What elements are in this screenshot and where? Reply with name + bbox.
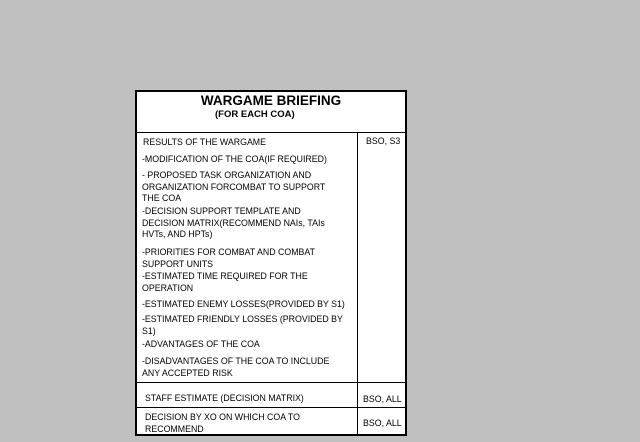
- item-modification-of-coa: -MODIFICATION OF THE COA(IF REQUIRED): [142, 154, 327, 164]
- responsible-cell: BSO, ALL: [363, 418, 402, 428]
- item-priorities-for-combat: -PRIORITIES FOR COMBAT AND COMBAT SUPPORT UNITS: [142, 247, 316, 269]
- item-decision-by-xo: DECISION BY XO ON WHICH COA TO RECOMMEND: [145, 412, 300, 434]
- item-disadvantages: -DISADVANTAGES OF THE COA TO INCLUDE ANY ACCEPTED RISK: [142, 356, 330, 378]
- item-staff-estimate: STAFF ESTIMATE (DECISION MATRIX): [145, 393, 304, 403]
- title-box: [137, 92, 405, 133]
- briefing-table: [135, 90, 407, 436]
- responsible-cell: BSO, S3: [366, 136, 401, 146]
- item-estimated-friendly-losses: -ESTIMATED FRIENDLY LOSSES (PROVIDED BY S1): [142, 314, 343, 336]
- item-results-of-wargame: RESULTS OF THE WARGAME: [143, 137, 267, 147]
- item-decision-support-template: -DECISION SUPPORT TEMPLATE AND DECISION MATRIX(RECOMMEND NAIs, TAIs HVTs, AND HPTs): [142, 206, 325, 239]
- item-proposed-task-organization: - PROPOSED TASK ORGANIZATION AND ORGANIZATION FORCOMBAT TO SUPPORT THE COA: [142, 170, 326, 203]
- row-divider: [137, 382, 405, 383]
- row-divider: [137, 407, 405, 408]
- item-estimated-time: -ESTIMATED TIME REQUIRED FOR THE OPERATION: [142, 271, 308, 293]
- slide-subtitle: (FOR EACH COA): [215, 109, 295, 120]
- item-advantages: -ADVANTAGES OF THE COA: [142, 339, 260, 349]
- item-estimated-enemy-losses: -ESTIMATED ENEMY LOSSES(PROVIDED BY S1): [142, 299, 345, 309]
- slide-title: WARGAME BRIEFING: [200, 93, 342, 108]
- column-divider: [357, 132, 358, 434]
- responsible-cell: BSO, ALL: [363, 394, 402, 404]
